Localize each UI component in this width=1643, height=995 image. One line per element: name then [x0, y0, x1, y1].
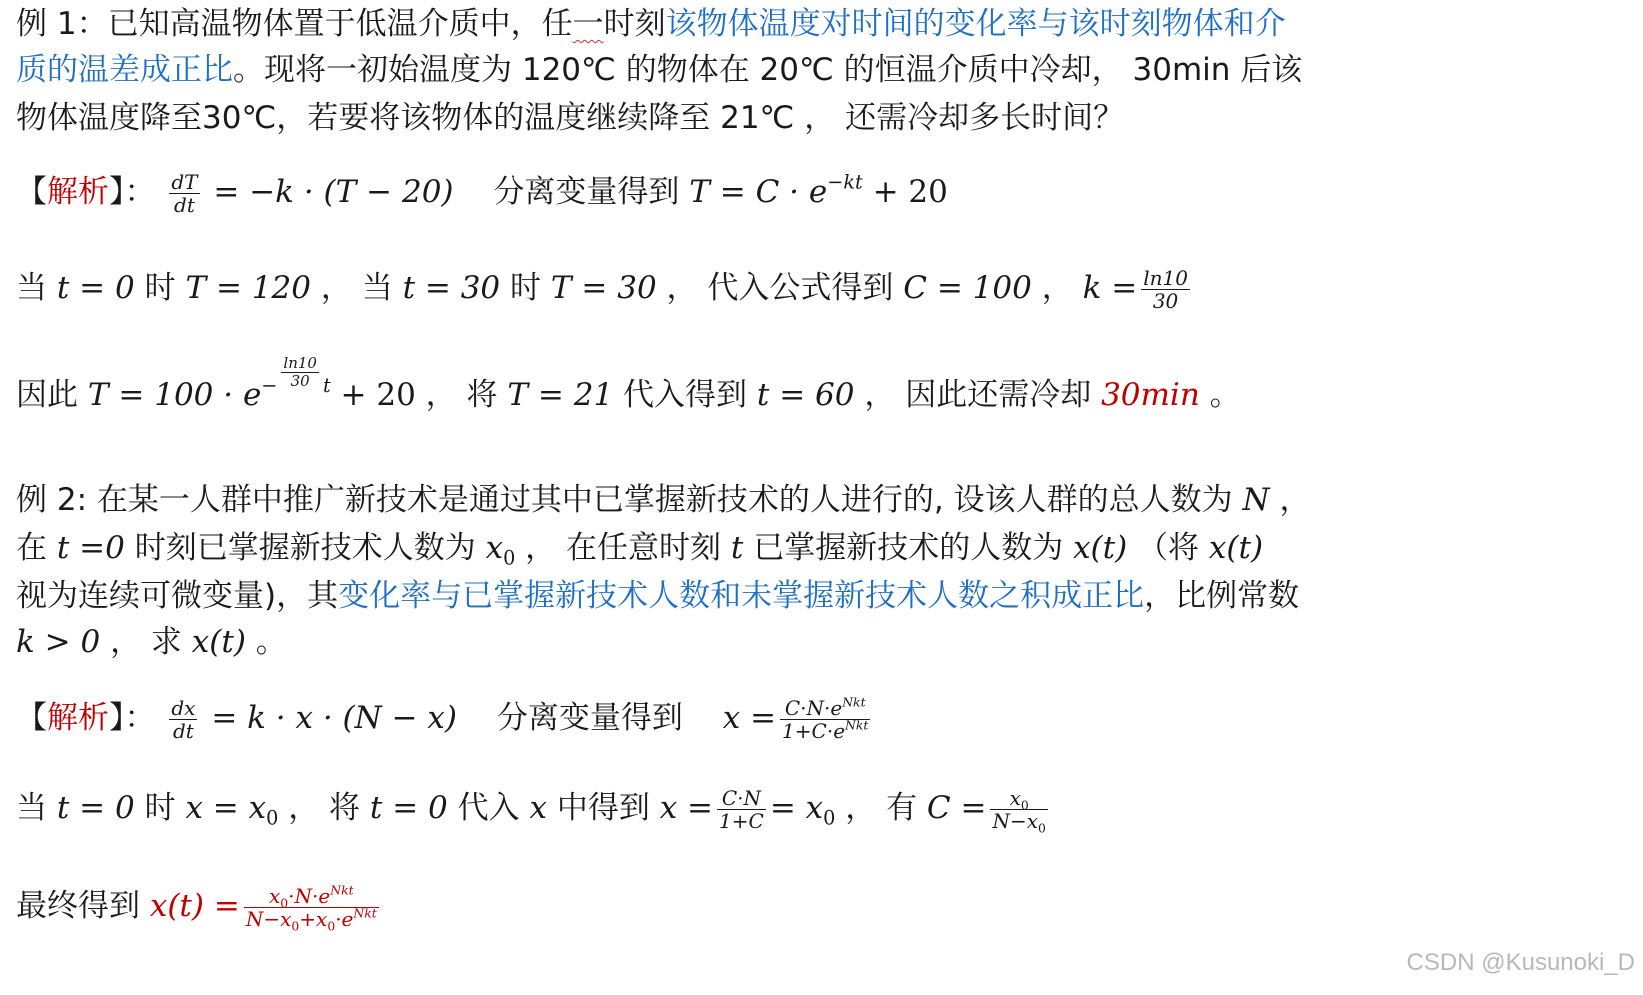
step-text: 。 — [1209, 377, 1241, 414]
fraction-dT-dt: $\frac{dT}{dt}$ — [171, 169, 198, 217]
equation: t = 0 — [56, 270, 135, 306]
equation: x — [529, 790, 547, 826]
example2-text: 已掌握新技术的人数为 — [753, 530, 1064, 566]
equation: t = 60 — [756, 377, 855, 414]
analysis2-line: 【解析】： $\frac{dx}{dt}$ = k · x · (N − x) 分离变量得到 x = $\frac{C\cdot N\cdot e^{Nkt}}{1+C\cdot e^{Nkt}}$ — [16, 693, 869, 743]
equation: t = 0 — [56, 790, 135, 826]
highlight-text: 变化率与已掌握新技术人数和未掌握新技术人数之积成正比 — [338, 578, 1145, 614]
example2-text: 视为连续可微变量)，其 — [16, 578, 339, 614]
spellcheck-mark: 一 — [572, 6, 604, 42]
example2-text: ， 在任意时刻 — [525, 530, 722, 566]
analysis-text: 分离变量得到 — [496, 700, 683, 736]
step1-line — [16, 256, 1194, 320]
example1-line2 — [16, 48, 1302, 92]
step-text: 当 — [361, 270, 393, 306]
equation: k = — [1082, 270, 1138, 306]
step-text: ， — [1041, 270, 1073, 306]
equation: C = — [926, 790, 987, 826]
equation: t — [730, 530, 744, 566]
example2-text: 。 — [255, 624, 287, 660]
final-label: 最终得到 — [16, 888, 140, 924]
step-text: ， — [845, 790, 877, 826]
analysis1-line: 【解析】： $\frac{dT}{dt}$ = −k · (T − 20) 分离变量得到 $T = C \cdot e^{-kt} + 20$ — [16, 169, 948, 217]
highlight-text: 该物体温度对时间的变化率与该时刻物体和介 — [665, 6, 1286, 42]
fraction-solution: $\frac{C\cdot N\cdot e^{Nkt}}{1+C\cdot e^{Nkt}}$ — [782, 693, 869, 743]
equation: = k · x · (N − x) — [211, 700, 458, 736]
equation: x = — [659, 790, 714, 826]
step3-line — [16, 776, 1052, 840]
example2-line2 — [16, 526, 1263, 570]
example2-text: （将 — [1137, 530, 1200, 566]
example2-text: ， 求 — [110, 624, 182, 660]
fraction-C: $\frac{x_0}{N-x_0}$ — [992, 785, 1046, 835]
final-equation: x(t) = $\frac{x_0\cdot N\cdot e^{Nkt}}{N-x_0+x_0\cdot e^{Nkt}}$ — [149, 881, 377, 933]
example1-text: 。现将一初始温度为 120℃ 的物体在 20℃ 的恒温介质中冷却， 30min 后该 — [233, 52, 1303, 88]
equation: T = 30 — [550, 270, 657, 306]
equation: x(t) — [1208, 530, 1264, 566]
equation: x(t) — [191, 624, 246, 660]
analysis-text: 分离变量得到 — [493, 174, 680, 210]
equation: T = 21 — [507, 377, 614, 414]
step-text: 有 — [886, 790, 918, 826]
example2-text: 例 2: 在某一人群中推广新技术是通过其中已掌握新技术的人进行的, 设该人群的总人数为 — [16, 482, 1233, 518]
step-text: 当 — [16, 270, 47, 306]
equation: k > 0 — [16, 624, 101, 660]
example2-line4 — [16, 620, 287, 664]
final-line — [16, 874, 383, 938]
step-text: 代入得到 — [623, 377, 748, 414]
example2-text: ， — [1279, 482, 1311, 518]
equation: T = 120 — [185, 270, 311, 306]
watermark: CSDN @Kusunoki_D — [1406, 949, 1635, 976]
equation: $T = 100 \cdot e^{- \frac{\ln 10}{30} t} + 20$ — [87, 354, 416, 414]
equation: $x = x_0$ — [185, 790, 279, 830]
equation: $T = C \cdot e^{-kt} + 20$ — [689, 170, 948, 210]
equation: t =0 — [56, 530, 125, 566]
example2-text: 时刻已掌握新技术人数为 — [134, 530, 476, 566]
equation: = $x_0$ — [769, 790, 836, 830]
step-text: 时 — [144, 790, 176, 826]
step-text: 因此 — [16, 377, 78, 414]
example1-line3 — [16, 96, 1124, 140]
equation: t = 30 — [402, 270, 501, 306]
example2-line3 — [16, 574, 1299, 618]
example2-line1 — [16, 478, 1310, 522]
step-text: ， — [320, 270, 352, 306]
example1-text: 时刻 — [603, 6, 666, 42]
example2-text: ，比例常数 — [1144, 578, 1300, 614]
step-text: 当 — [16, 790, 47, 826]
step-text: ， — [666, 270, 698, 306]
analysis-label: 【解析】 — [16, 174, 125, 210]
step-text: ， — [864, 377, 896, 414]
equation: t = 0 — [369, 790, 448, 826]
equation: = −k · (T − 20) — [213, 174, 454, 210]
fraction-dx-dt: $\frac{dx}{dt}$ — [171, 695, 196, 743]
equation: $x_0$ — [485, 530, 516, 570]
step-text: 中得到 — [556, 790, 650, 826]
step-text: ， — [425, 377, 457, 414]
step-text: 将 — [466, 377, 498, 414]
step-text: 时 — [510, 270, 542, 306]
equation: N — [1242, 482, 1270, 518]
step-text: ， — [288, 790, 320, 826]
step-text: 将 — [329, 790, 361, 826]
fraction-ln10-30: $\frac{\ln 10}{30}$ — [1143, 265, 1188, 313]
step2-line — [16, 356, 1241, 427]
example1-line1 — [16, 2, 1286, 46]
equation: x(t) — [1073, 530, 1128, 566]
example1-text: 例 1：已知高温物体置于低温介质中，任 — [16, 6, 573, 42]
step-text: 代入 — [457, 790, 520, 826]
step-text: 时 — [144, 270, 176, 306]
answer: 30min — [1101, 377, 1200, 414]
highlight-text: 质的温差成正比 — [16, 52, 233, 88]
example1-text: 物体温度降至30℃，若要将该物体的温度继续降至 21℃ ， 还需冷却多长时间？ — [16, 100, 1125, 136]
example2-text: 在 — [16, 530, 47, 566]
equation: x = — [722, 700, 777, 736]
equation: C = 100 — [903, 270, 1032, 306]
analysis-label: 【解析】 — [16, 700, 125, 736]
step-text: 因此还需冷却 — [905, 377, 1092, 414]
fraction-CN: $\frac{C\cdot N}{1+C}$ — [719, 785, 764, 833]
step-text: 代入公式得到 — [707, 270, 894, 306]
